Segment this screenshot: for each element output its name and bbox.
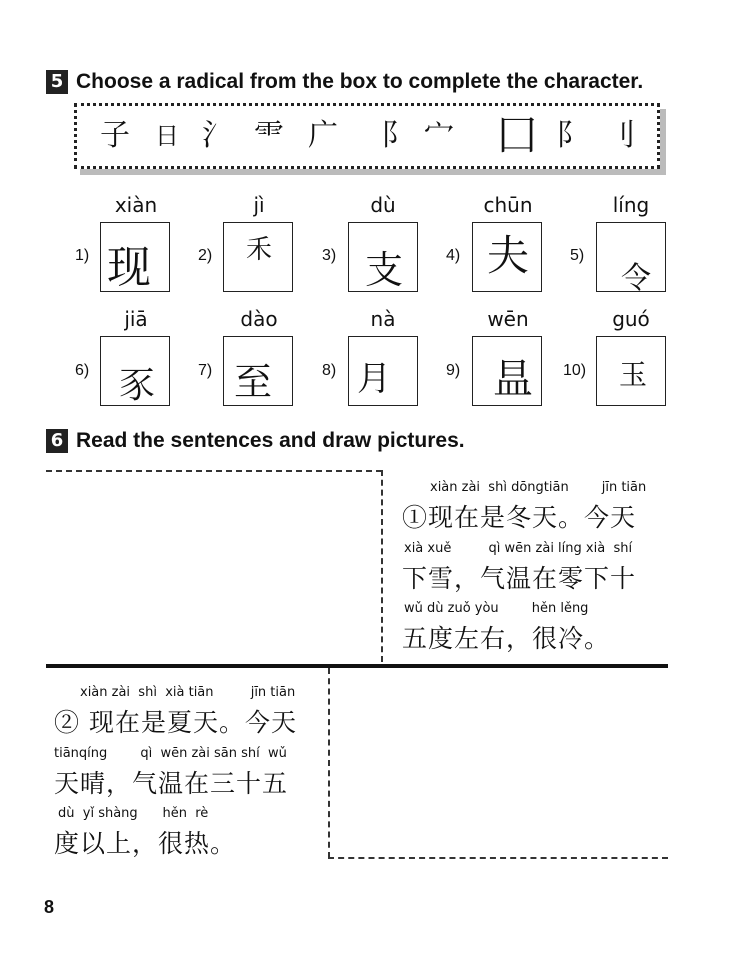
radical-2: 日 — [155, 122, 179, 150]
radical-10: 刂 — [606, 118, 636, 153]
char-box-7[interactable] — [223, 336, 293, 406]
pinyin-3: dù — [370, 193, 396, 217]
pinyin-7: dào — [240, 307, 278, 331]
item-label-3: 3) — [322, 247, 337, 264]
drawing-area-1[interactable] — [46, 472, 380, 662]
section-6-number: 6 — [46, 429, 68, 453]
drawing-area-2-left-border — [328, 668, 330, 858]
passage-2-pinyin-2: tiānqíng qì wēn zài sān shí wǔ — [54, 746, 287, 761]
item-label-10: 10) — [563, 362, 587, 379]
pinyin-6: jiā — [124, 307, 148, 331]
char-component-10: 玉 — [619, 358, 648, 391]
char-component-5: 令 — [621, 261, 651, 296]
passage-1-pinyin-3: wǔ dù zuǒ yòu hěn lěng — [404, 601, 589, 616]
passage-1-text-1: ①现在是冬天。今天 — [402, 503, 637, 532]
char-component-6: 豕 — [119, 365, 156, 406]
char-component-2: 禾 — [246, 235, 273, 265]
drawing-area-2[interactable] — [332, 670, 668, 856]
char-component-7: 至 — [234, 360, 273, 404]
radical-6: ⻏ — [368, 118, 398, 153]
char-box-10[interactable] — [596, 336, 666, 406]
pinyin-8: nà — [370, 307, 396, 331]
item-label-9: 9) — [446, 362, 461, 379]
char-box-8[interactable] — [348, 336, 418, 406]
char-component-3: 支 — [365, 248, 404, 292]
pinyin-4: chūn — [483, 193, 533, 217]
passage-2-text-2: 天晴，气温在三十五 — [54, 769, 289, 798]
section-5-instruction: Choose a radical from the box to complete the character. — [76, 70, 644, 93]
passage-2-text-3: 度以上，很热。 — [54, 829, 237, 858]
item-label-5: 5) — [570, 247, 585, 264]
char-box-6[interactable] — [100, 336, 170, 406]
pinyin-1: xiàn — [114, 193, 158, 217]
passage-2-pinyin-3: dù yǐ shàng hěn rè — [58, 806, 209, 821]
radical-5: 广 — [308, 118, 338, 153]
radical-7: 宀 — [424, 118, 454, 153]
pinyin-9: wēn — [487, 307, 529, 331]
char-box-3[interactable] — [348, 222, 418, 292]
item-label-4: 4) — [446, 247, 461, 264]
radical-box — [74, 103, 660, 169]
char-box-5[interactable] — [596, 222, 666, 296]
item-label-8: 8) — [322, 362, 337, 379]
passage-1-text-3: 五度左右，很冷。 — [402, 624, 611, 653]
char-box-1[interactable] — [100, 222, 170, 292]
pinyin-2: jì — [253, 193, 265, 217]
passage-1-pinyin-2: xià xuě qì wēn zài líng xià shí — [404, 541, 633, 556]
item-label-1: 1) — [75, 247, 90, 264]
radical-4: ⻗ — [254, 118, 284, 153]
section-6-instruction: Read the sentences and draw pictures. — [76, 429, 465, 452]
radical-1: 子 — [100, 118, 130, 153]
pinyin-5: líng — [612, 193, 650, 217]
char-box-2[interactable] — [223, 222, 293, 292]
item-label-7: 7) — [198, 362, 213, 379]
drawing-area-1-right-border — [381, 470, 383, 662]
section-5-number: 5 — [46, 70, 68, 94]
char-component-8: 月 — [357, 359, 391, 399]
passage-1-text-2: 下雪，气温在零下十 — [402, 564, 637, 593]
radical-3: 氵 — [202, 118, 232, 153]
pinyin-10: guó — [612, 307, 650, 331]
passage-1-pinyin-1: xiàn zài shì dōngtiān jīn tiān — [430, 480, 647, 495]
drawing-area-2-bottom-border — [328, 857, 668, 859]
passage-2-text-1: ② 现在是夏天。今天 — [54, 708, 297, 737]
item-label-6: 6) — [75, 362, 90, 379]
item-label-2: 2) — [198, 247, 213, 264]
radical-9: 阝 — [556, 118, 586, 153]
char-box-9[interactable] — [472, 336, 542, 406]
passage-2-pinyin-1: xiàn zài shì xià tiān jīn tiān — [80, 685, 296, 700]
radical-8: 囗 — [497, 113, 537, 159]
char-box-4[interactable] — [472, 222, 542, 292]
page-number: 8 — [44, 897, 55, 917]
char-component-4: 夫 — [487, 231, 530, 280]
char-component-1: 现 — [107, 242, 151, 293]
char-component-9: 昷 — [493, 356, 533, 402]
section-divider — [46, 664, 668, 668]
